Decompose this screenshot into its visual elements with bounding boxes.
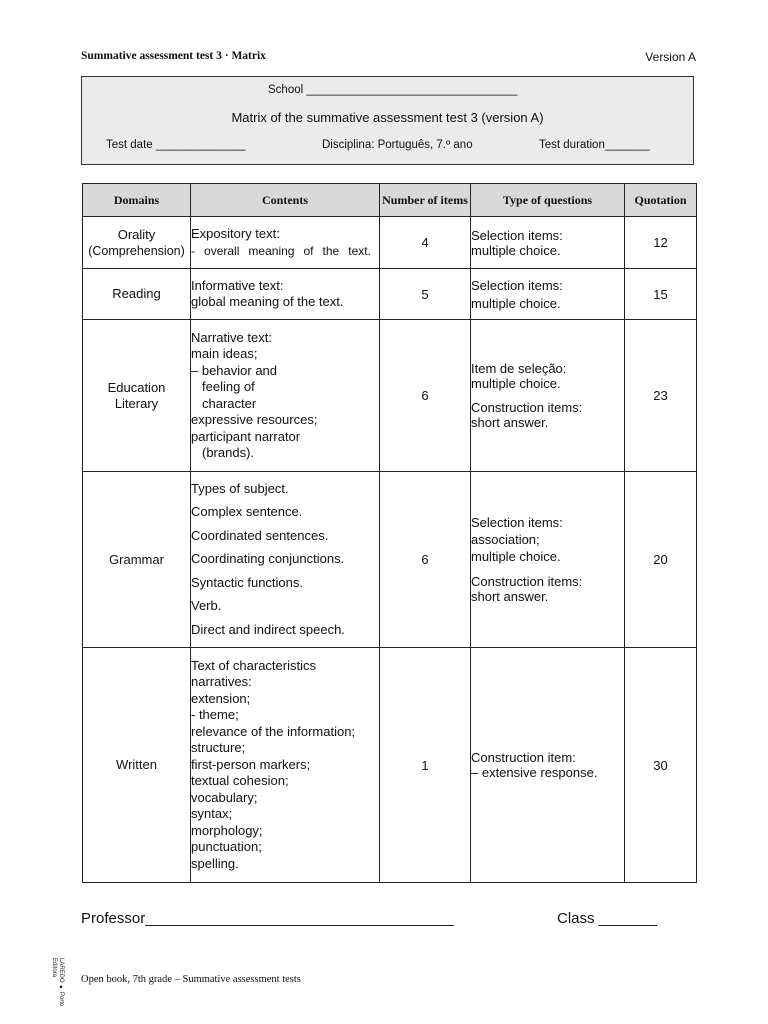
matrix-table [82,183,697,883]
type-cell [471,217,625,269]
type-line: Construction item: [471,750,576,765]
publisher-logo: LAREDO ● Porto Editora [51,958,64,1007]
table-row [83,269,697,320]
content-line: Types of subject. [191,480,289,496]
discipline-field: Disciplina: Português, 7.º ano [322,139,473,151]
quotation-value: 15 [625,269,697,320]
content-cell [191,320,380,472]
test-duration-field: Test duration_______ [539,139,650,151]
type-block [471,361,624,391]
type-line: Selection items: [471,515,563,530]
content-line: textual cohesion; [191,773,289,789]
table-row [83,217,697,269]
type-line: short answer. [471,589,549,604]
domain-name: Orality [117,226,156,242]
content-line: expressive resources; [191,412,318,427]
content-line: spelling. [191,855,239,871]
domain-cell [83,648,191,883]
content-line: – behavior and [191,362,278,378]
type-cell [471,269,625,320]
type-line: Construction items: [471,400,583,415]
type-line: multiple choice. [471,376,561,391]
type-line: Item de seleção: [471,361,567,376]
content-line: Coordinating conjunctions. [191,551,345,567]
test-date-field: Test date ______________ [106,139,246,151]
content-line: feeling of [202,379,255,394]
content-line: main ideas; [191,346,258,361]
header-quotation: Quotation [625,184,697,217]
content-line: syntax; [191,806,233,822]
content-line: Coordinated sentences. [191,527,329,543]
content-line: Narrative text: [191,329,272,345]
type-block [471,400,624,430]
content-cell [191,472,380,648]
version-label: Version A [645,50,696,64]
domain-name: Grammar [109,551,164,567]
type-line: association; [471,532,540,547]
content-cell [191,648,380,883]
type-cell [471,472,625,648]
type-line: multiple choice. [471,242,561,258]
content-line: - theme; [191,707,239,723]
content-line: narratives: [191,674,252,690]
content-line: participant narrator [191,428,301,444]
domain-cell [83,217,191,269]
type-line: Construction items: [471,574,583,589]
content-line: - overall meaning of the text. [191,243,371,258]
header-type-of-questions: Type of questions [471,184,625,217]
quotation-value: 30 [625,648,697,883]
info-box [81,76,694,165]
type-cell [471,648,625,883]
content-line: Informative text: [191,277,284,293]
content-line: morphology; [191,822,263,838]
type-line: multiple choice. [471,295,561,311]
content-line: Text of characteristics [191,657,316,673]
domain-name: Education [107,379,166,395]
type-line: Selection items: [471,227,563,243]
content-line: (brands). [202,445,255,460]
professor-field: Professor_____________________________________ [81,910,454,927]
content-line: Expository text: [191,226,280,241]
matrix-title: Matrix of the summative assessment test 3 (version A) [231,110,544,125]
type-block [471,515,624,564]
school-field: School _________________________________ [268,84,518,96]
content-cell [191,217,380,269]
content-line: punctuation; [191,839,262,855]
header-domains: Domains [83,184,191,217]
header-number-of-items: Number of items [380,184,471,217]
domain-subtitle: Literary [114,395,159,411]
items-count: 4 [380,217,471,269]
content-line: extension; [191,690,251,706]
items-count: 5 [380,269,471,320]
quotation-value: 12 [625,217,697,269]
type-line: Selection items: [471,277,563,293]
type-line: multiple choice. [471,549,561,564]
quotation-value: 23 [625,320,697,472]
type-line: – extensive response. [471,765,598,780]
content-line: vocabulary; [191,789,258,805]
header-row [83,184,697,217]
content-line: global meaning of the text. [191,294,344,309]
domain-cell [83,320,191,472]
quotation-value: 20 [625,472,697,648]
domain-cell [83,472,191,648]
domain-name: Reading [112,286,161,301]
type-line: short answer. [471,415,549,430]
items-count: 1 [380,648,471,883]
header-contents: Contents [191,184,380,217]
document-title: Summative assessment test 3 · Matrix [81,50,266,62]
content-line: first-person markers; [191,756,311,772]
domain-subtitle: (Comprehension) [88,243,185,258]
domain-cell [83,269,191,320]
content-line: Complex sentence. [191,504,303,520]
class-field: Class _______ [557,910,658,927]
content-line: Direct and indirect speech. [191,621,345,637]
type-cell [471,320,625,472]
page-footer: Open book, 7th grade – Summative assessment tests [81,974,301,985]
items-count: 6 [380,320,471,472]
table-row [83,472,697,648]
content-line: structure; [191,740,246,756]
table-row [83,320,697,472]
content-line: Verb. [191,598,222,614]
items-count: 6 [380,472,471,648]
content-line: Syntactic functions. [191,574,303,590]
content-line: character [202,395,257,411]
content-cell [191,269,380,320]
content-line: relevance of the information; [191,723,356,739]
table-row [83,648,697,883]
domain-name: Written [116,757,157,772]
type-block [471,574,624,604]
